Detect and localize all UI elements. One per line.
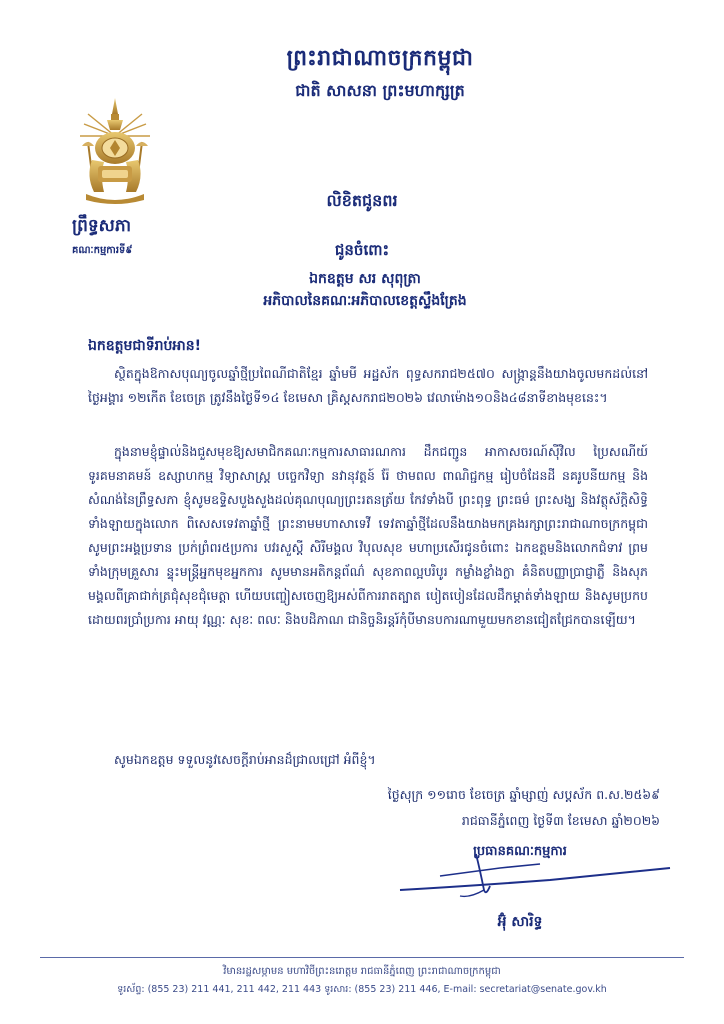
addressee-label: ជូនចំពោះ <box>334 241 390 259</box>
kingdom-heading: ព្រះរាជាណាចក្រកម្ពុជា <box>286 46 474 71</box>
senate-emblem-icon <box>74 96 156 208</box>
signer-name: អ៊ុំ សារិទ្ធ <box>497 914 543 930</box>
committee-name: គណៈកម្មការទី៩ <box>72 245 133 256</box>
place-date-line: រាជធានីភ្នំពេញ ថ្ងៃទី៣ ខែមេសា ឆ្នាំ២០២៦ <box>461 813 660 828</box>
closing-line: សូមឯកឧត្តម ទទួលនូវសេចក្តីរាប់អានដ៏ជ្រាលជ្រៅ អំពីខ្ញុំ។ <box>114 752 376 767</box>
organization-name: ព្រឹទ្ធសភា <box>72 216 132 236</box>
recipient-name: ឯកឧត្តម សរ សុពុត្រា <box>309 271 421 287</box>
footer-divider <box>40 957 684 958</box>
signer-title: ប្រធានគណៈកម្មការ <box>473 844 567 859</box>
lunar-date-line: ថ្ងៃសុក្រ ១១រោច ខែចេត្រ ឆ្នាំម្សាញ់ សប្តស័ក ព.ស.២៥៦៩ <box>387 787 660 802</box>
handwritten-signature <box>380 846 680 906</box>
document-title: លិខិតជូនពរ <box>326 191 398 210</box>
footer-contact: ទូរស័ព្ទ: (855 23) 211 441, 211 442, 211 443 ទូរសារ: (855 23) 211 446, E-mail: secretariat@senate.gov.kh <box>117 984 607 995</box>
body-paragraph: ក្នុងនាមខ្ញុំផ្ទាល់និងជួសមុខឱ្យសមាជិកគណៈកម្មការសាធារណការ ដឹកជញ្ជូន អាកាសចរណ៍ស៊ីវិល ប្រៃសណីយ៍ ទូរគមនាគមន៍ ឧស្សាហកម្ម វិទ្យាសាស្ត្រ បច្ចេកវិទ្យា នវានុវត្តន៍ រ៉ែ ថាមពល ពាណិជ្ជកម្ម រៀបចំដែនដី នគរូបនីយកម្ម និងសំណង់នៃព្រឹទ្ធសភា ខ្ញុំសូមឧទ្ទិសបួងសួងដល់គុណបុណ្យព្រះរតនត្រ័យ កែវទាំងបី ព្រះពុទ្ធ ព្រះធម៌ ព្រះសង្ឃ និងវត្ថុស័ក្តិសិទ្ធិទាំងឡាយក្នុងលោក ពិសេសទេវតាឆ្នាំថ្មី ព្រះនាមមហាសាទេវី ទេវតាឆ្នាំថ្មីដែលនឹងយាងមកគ្រងរក្សាព្រះរាជាណាចក្រកម្ពុជា សូមព្រះអង្គប្រទាន ប្រក់ព្រំពរ៥ប្រការ បវរសួស្តី សិរីមង្គល វិបុលសុខ មហាប្រសើរជូនចំពោះ ឯកឧត្តមនិងលោកជំទាវ ព្រមទាំងក្រុមគ្រួសារ ន្ទុះមន្ត្រីអ្នកមុខអ្នកការ សូមមានអតិកន្តព័ណ៌ សុខភាពល្អបរិបូរ កម្លាំងខ្លាំងក្លា គំនិតបញ្ញាប្រាជ្ញាភ្លឺ និងសុភមង្គលពីគ្រាជាក់ត្រជុំសុខជុំមេត្តា ហើយបញ្ចៀសចេញឱ្យអស់ពីការរាតត្បាត បៀតបៀនដែលដឹកម្ដាត់ទាំងឡាយ និងសូមប្រកបដោយពរប្រាំប្រការ អាយុ វណ្ណៈ សុខៈ ពលៈ និងបដិភាណ ជានិច្ចនិរន្តរ៍កុំបីមានបការណាមួយមកខានជៀតជ្រែកបានឡើយ។ <box>88 444 648 627</box>
national-motto: ជាតិ សាសនា ព្រះមហាក្សត្រ <box>295 81 465 100</box>
recipient-title: អភិបាលនៃគណៈអភិបាលខេត្តស្ទឹងត្រែង <box>263 293 467 309</box>
body-paragraph: ស្ថិតក្នុងឱកាសបុណ្យចូលឆ្នាំថ្មីប្រពៃណីជាតិខ្មែរ ឆ្នាំមមី អដ្ឋស័ក ពុទ្ធសករាជ២៥៧០ សង្ក្រាន្តនឹងយាងចូលមកដល់នៅថ្ងៃអង្គារ ១២កើត ខែចេត្រ ត្រូវនឹងថ្ងៃទី១៤ ខែមេសា គ្រិស្តសករាជ២០២៦ វេលាម៉ោង១០និង៤៨នាទីខាងមុខនេះ។ <box>88 366 648 405</box>
salutation: ឯកឧត្តមជាទីរាប់អាន! <box>88 338 202 354</box>
footer-address: វិមានរដ្ឋសម្ភាមន មហាវិថីព្រះនរោត្តម រាជធានីភ្នំពេញ ព្រះរាជាណាចក្រកម្ពុជា <box>223 966 501 977</box>
